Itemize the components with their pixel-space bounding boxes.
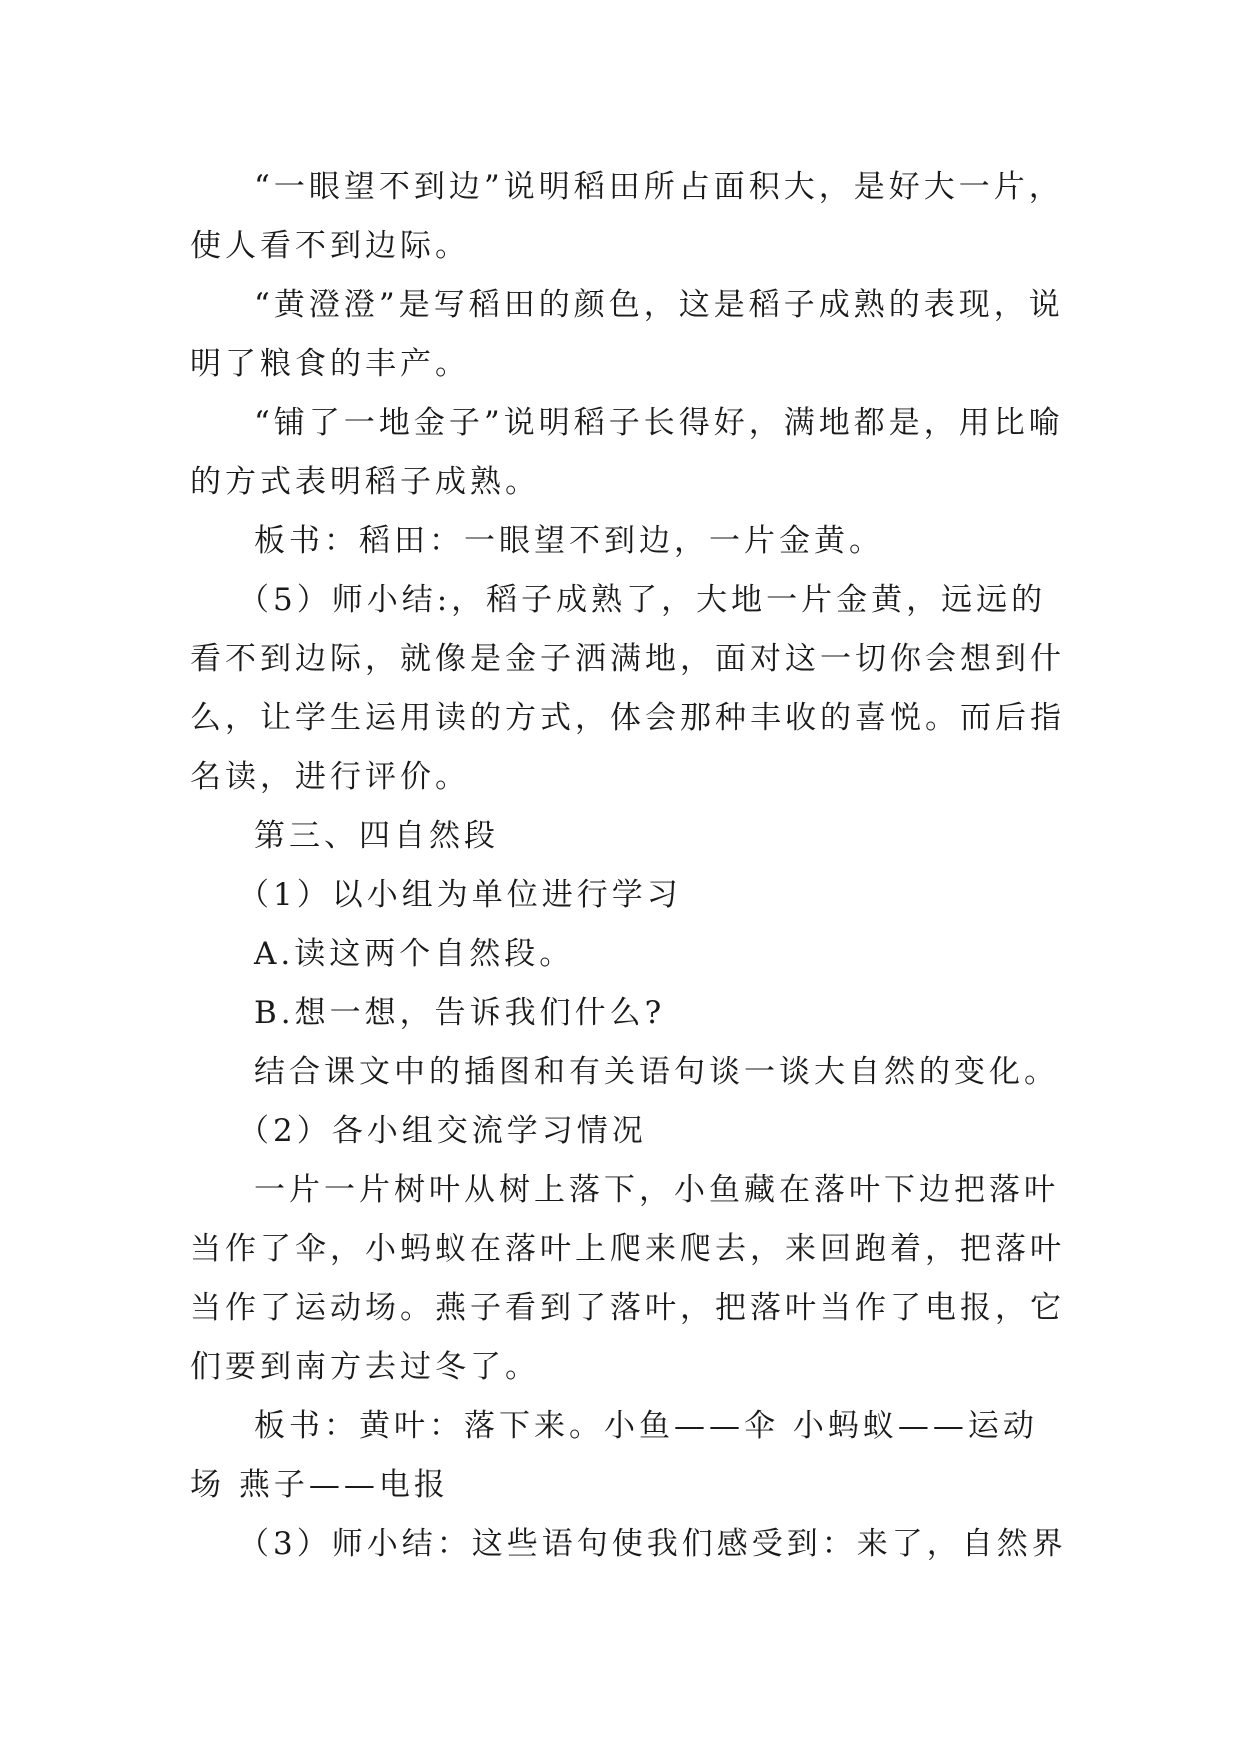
paragraph-blackboard-rice-field: 板书：稻田：一眼望不到边，一片金黄。: [254, 523, 884, 559]
paragraph-teacher-summary-5: （5）师小结:，稻子成熟了，大地一片金黄，远远的看不到边际，就像是金子洒满地，面对这一切你会想到什么，让学生运用读的方式，体会那种丰收的喜悦。而后指名读，进行评价。: [190, 582, 1065, 795]
paragraph-explanation-gold-ground: “铺了一地金子”说明稻子长得好，满地都是，用比喻的方式表明稻子成熟。: [190, 405, 1064, 500]
paragraph-falling-leaves: 一片一片树叶从树上落下，小鱼藏在落叶下边把落叶当作了伞，小蚂蚁在落叶上爬来爬去，来回跑着，把落叶当作了运动场。燕子看到了落叶，把落叶当作了电报，它们要到南方去过冬了。: [190, 1172, 1065, 1385]
paragraph-discussion-prompt: 结合课文中的插图和有关语句谈一谈大自然的变化。: [254, 1054, 1059, 1090]
paragraph-explanation-golden: “黄澄澄”是写稻田的颜色，这是稻子成熟的表现，说明了粮食的丰产。: [190, 287, 1064, 382]
document-body: [190, 158, 1070, 1574]
paragraph-blackboard-yellow-leaves: 板书：黄叶：落下来。小鱼——伞 小蚂蚁——运动场 燕子——电报: [190, 1408, 1038, 1503]
paragraph-step-a: A.读这两个自然段。: [254, 936, 575, 972]
paragraph-step-2: （2）各小组交流学习情况: [238, 1113, 647, 1149]
paragraph-step-b: B.想一想，告诉我们什么?: [254, 995, 666, 1031]
paragraph-step-1: （1）以小组为单位进行学习: [238, 877, 682, 913]
paragraph-section-heading: 第三、四自然段: [254, 818, 499, 854]
paragraph-explanation-boundless: “一眼望不到边”说明稻田所占面积大，是好大一片，使人看不到边际。: [190, 169, 1064, 264]
paragraph-teacher-summary-3: （3）师小结：这些语句使我们感受到：来了，自然界: [238, 1526, 1067, 1562]
